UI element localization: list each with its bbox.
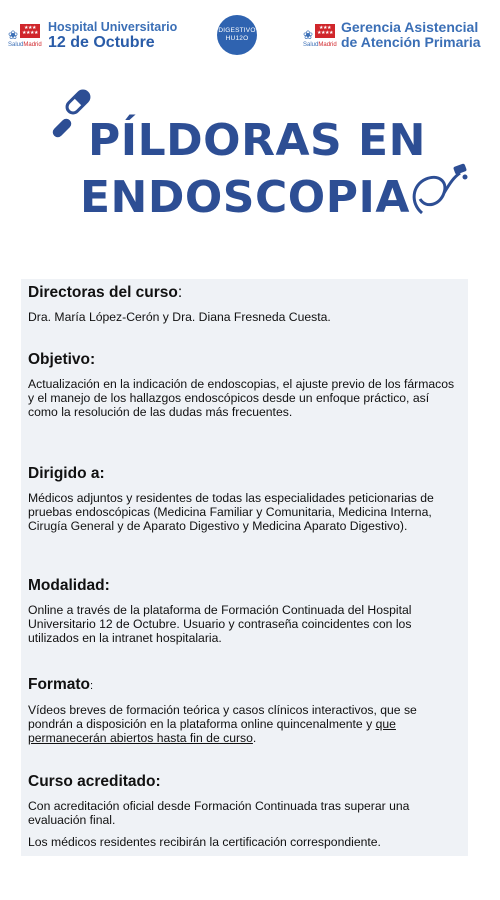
hospital-logo — [8, 20, 177, 50]
section-body — [28, 377, 458, 420]
section-body — [28, 310, 458, 324]
salud-madrid-flag — [8, 24, 40, 46]
section-body — [28, 703, 458, 746]
title-line-2: ENDOSCOPIA — [80, 172, 410, 223]
section-paragraph: Los médicos residentes recibirán la certificación correspondiente. — [28, 835, 381, 850]
section-paragraph: Con acreditación oficial desde Formación Continuada tras superar una evaluación final. — [28, 799, 410, 828]
title-area — [0, 80, 500, 250]
section-body — [28, 603, 458, 646]
gerencia-line1: Gerencia Asistencial — [341, 19, 479, 35]
gerencia-line2: de Atención Primaria — [341, 34, 481, 50]
course-info-panel — [21, 279, 468, 856]
flag-stars-icon: ★★★ ★★★★ — [22, 25, 38, 36]
section-heading: Curso acreditado: — [28, 773, 161, 790]
section-heading: Objetivo: — [28, 351, 96, 368]
section-paragraph: Dra. María López-Cerón y Dra. Diana Fresneda Cuesta. — [28, 310, 331, 324]
section-paragraph: Online a través de la plataforma de Formación Continuada del Hospital Universitario 12 de Octubre. Usuario y contraseña coincidentes con los utilizados en la intranet hospitalaria. — [28, 603, 412, 646]
hospital-name: Hospital Universitario — [48, 20, 178, 34]
section-acreditado — [28, 773, 458, 850]
salud-madrid-flag-right — [303, 24, 335, 46]
salud-madrid-label: SaludMadrid — [303, 42, 337, 48]
section-body — [28, 491, 458, 534]
badge-line2: HU12O — [225, 35, 249, 42]
digestivo-badge — [217, 15, 257, 55]
section-formato — [28, 676, 458, 746]
section-modalidad — [28, 577, 458, 646]
underlined-text: que permanecerán abiertos hasta fin de curso — [28, 717, 396, 746]
section-objetivo — [28, 351, 458, 420]
section-paragraph: Médicos adjuntos y residentes de todas las especialidades peticionarias de pruebas endoscópicas (Medicina Familiar y Comunitaria, Medicina Interna, Cirugía General y de Aparato Digestivo y Medicina Aparato Digestivo). — [28, 491, 434, 534]
section-heading: Formato: — [28, 676, 94, 693]
salud-madrid-label: SaludMadrid — [8, 42, 42, 48]
header-bar — [0, 0, 500, 70]
badge-line1: DIGESTIVO — [218, 27, 256, 34]
hospital-name-date: 12 de Octubre — [48, 34, 155, 51]
flag-stars-icon: ★★★ ★★★★ — [317, 25, 333, 36]
section-paragraph: Actualización en la indicación de endoscopias, el ajuste previo de los fármacos y el manejo de los hallazgos endoscópicos desde un enfoque práctico, así como la resolución de las dudas más frecuentes. — [28, 377, 455, 420]
gerencia-logo — [303, 20, 481, 50]
endoscope-icon — [408, 163, 470, 218]
section-heading: Modalidad: — [28, 577, 110, 594]
section-paragraph: Vídeos breves de formación teórica y casos clínicos interactivos, que se pondrán a disposición en la plataforma online quincenalmente y que permanecerán abiertos hasta fin de curso. — [28, 703, 417, 746]
section-heading: Dirigido a: — [28, 465, 105, 482]
salud-madrid-symbol-icon: ❀ — [303, 28, 314, 42]
section-dirigido — [28, 465, 458, 534]
section-body — [28, 799, 458, 850]
section-directoras — [28, 284, 458, 324]
section-heading: Directoras del curso: — [28, 284, 183, 301]
title-line-1: PÍLDORAS EN — [88, 115, 426, 166]
salud-madrid-symbol-icon: ❀ — [8, 28, 19, 42]
